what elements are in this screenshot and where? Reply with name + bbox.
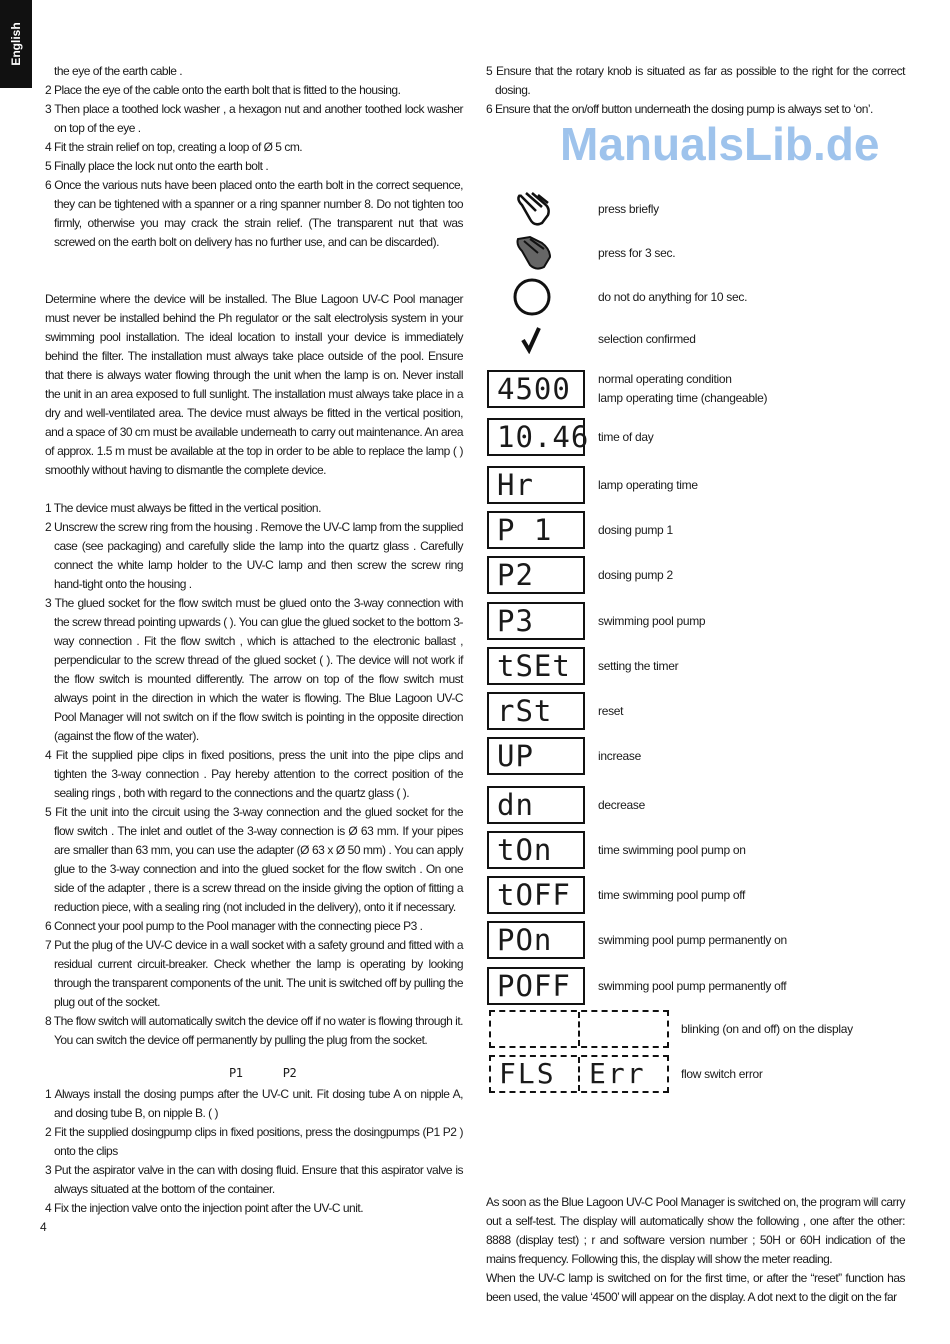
location-paragraph: Determine where the device will be installed. The Blue Lagoon UV-C Pool manager must never be installed behind the Ph regulator or the salt electrolysis system in your swimming pool installation. The ideal location to install your device is immediately behind the filter. The installation must always take place outside of the pool. Ensure that there is always water flowing through the unit when the lamp is on. Never install the unit in an area exposed to full sunlight. The installation must always take place in a dry and well-ventilated area. The device must always be fitted in the vertical position, and a space of 30 cm must be available underneath to carry out maintenance. An area of approx. 1.5 m must be available at the top in order to be able to replace the lamp ( ) smoothly without having to dismantle the complete device.: [45, 292, 463, 477]
dosing-steps: [45, 1085, 463, 1218]
legend-description: [598, 931, 787, 950]
blink-left-text: FLS: [499, 1057, 556, 1090]
legend-text-line: time swimming pool pump off: [598, 888, 746, 902]
list-item: 1 The device must always be fitted in the vertical position.: [45, 501, 321, 515]
legend-description: [681, 1020, 853, 1039]
legend-row: [487, 190, 927, 230]
list-item: 2 Unscrew the screw ring from the housing . Remove the UV-C lamp from the supplied case (see packaging) and carefully slide the lamp into the quartz glass . Carefully connect the white lamp holder to the UV-C lamp and then screw the screw ring hand-tight onto the housing .: [45, 520, 463, 591]
lcd-display: P2: [487, 556, 585, 594]
circle-icon: [487, 278, 577, 316]
hand-press-briefly-icon: [487, 190, 577, 228]
left-column: [40, 62, 463, 1237]
legend-text-line: normal operating condition: [598, 372, 732, 386]
legend-row: [487, 647, 927, 687]
blinking-display: [489, 1010, 669, 1048]
legend-text-line: lamp operating time: [598, 478, 698, 492]
legend-text-line: blinking (on and off) on the display: [681, 1022, 853, 1036]
legend-text-line: press for 3 sec.: [598, 246, 676, 260]
list-item: 5 Fit the unit into the circuit using the 3-way connection and the glued socket for the flow switch . The inlet and outlet of the 3-way connection is Ø 63 mm. If your pipes are smaller than 63 mm, you can use the adapter (Ø 63 x Ø 50 mm) . You can apply glue to the 3-way connection and into the glued socket for the flow switch . On one side of the adapter , there is a screw thread on the inside giving the option of fitting a reduction piece, with a sealing ring (not included in the delivery), onto it if necessary.: [45, 805, 463, 914]
list-item: 3 Put the aspirator valve in the can with dosing fluid. Ensure that this aspirator valve is always situated at the bottom of the container.: [45, 1163, 463, 1196]
list-item: 6 Connect your pool pump to the Pool manager with the connecting piece P3 .: [45, 919, 423, 933]
lcd-display: Hr: [487, 466, 585, 504]
legend-row: [487, 278, 927, 318]
watermark: ManualsLib.de: [560, 118, 880, 170]
legend-row: [487, 370, 927, 410]
legend-text-line: dosing pump 1: [598, 523, 673, 537]
list-item: 5 Finally place the lock nut onto the earth bolt .: [45, 159, 269, 173]
lcd-display: 10.46: [487, 418, 585, 456]
legend-description: [598, 612, 705, 631]
legend-row: [487, 602, 927, 642]
selftest-section: [486, 1193, 905, 1307]
legend-row: [487, 556, 927, 596]
legend-description: [681, 1065, 763, 1084]
legend-description: [598, 476, 698, 495]
list-item: 4 Fit the strain relief on top, creating a loop of Ø 5 cm.: [45, 140, 303, 154]
legend-row: [487, 1010, 927, 1050]
legend-description: [598, 747, 641, 766]
legend-description: [598, 370, 767, 408]
lcd-display: P 1: [487, 511, 585, 549]
list-item: 2 Fit the supplied dosingpump clips in fixed positions, press the dosingpumps (P1 P2 ) onto the clips: [45, 1125, 463, 1158]
legend-row: [487, 418, 927, 458]
list-item: 8 The flow switch will automatically switch the device off if no water is flowing through it. You can switch the device off permanently by pulling the plug from the socket.: [45, 1014, 463, 1047]
legend-text-line: do not do anything for 10 sec.: [598, 290, 748, 304]
lcd-display: P3: [487, 602, 585, 640]
legend-description: [598, 657, 678, 676]
lcd-display: POn: [487, 921, 585, 959]
step-continuation: the eye of the earth cable .: [54, 64, 183, 78]
legend-text-line: decrease: [598, 798, 645, 812]
list-item: 1 Always install the dosing pumps after the UV-C unit. Fit dosing tube A on nipple A, and dosing tube B, on nipple B. ( ): [45, 1087, 463, 1120]
legend-description: [598, 841, 746, 860]
blinking-display: [489, 1055, 669, 1093]
legend-description: [598, 288, 747, 307]
installation-steps: [45, 499, 463, 1050]
legend-text-line: reset: [598, 704, 624, 718]
legend-text-line: swimming pool pump permanently off: [598, 979, 787, 993]
legend-row: [487, 967, 927, 1007]
legend-row: [487, 921, 927, 961]
legend-description: [598, 566, 673, 585]
lcd-display: dn: [487, 786, 585, 824]
list-item: 3 The glued socket for the flow switch must be glued onto the 3-way connection with the screw thread pointing upwards ( ). You can glue the glued socket to the bottom 3-way connection . Fit the flow switch , which is attached to the electronic ballast , perpendicular to the screw thread of the glued socket ( ). The device will not work if the flow switch is mounted differently. The arrow on top of the flow switch must always point in the direction in which the water is flowing. The Blue Lagoon UV-C Pool Manager will not switch on if the flow switch is pointing in the opposite direction (against the flow of the water).: [45, 596, 463, 743]
list-item: 7 Put the plug of the UV-C device in a wall socket with a safety ground and fitted with a residual current circuit-breaker. Check whether the lamp is operating by looking through the transparent components of the unit. The unit is switched off by pulling the plug out of the socket.: [45, 938, 463, 1009]
legend-description: [598, 886, 745, 905]
legend-row: [487, 737, 927, 777]
earth-cable-steps: [45, 62, 463, 252]
lcd-display: POFF: [487, 967, 585, 1005]
legend-text-line: time of day: [598, 430, 654, 444]
selftest-paragraph: As soon as the Blue Lagoon UV-C Pool Manager is switched on, the program will carry out a self-test. The display will automatically show the following , one after the other: 8888 (display test) ; r and software version number ; 50H or 60H indication of the mains frequency. Following this, the display will show the meter reading.: [486, 1195, 905, 1266]
legend-text-line: swimming pool pump permanently on: [598, 933, 787, 947]
legend-row: [487, 786, 927, 826]
legend-row: [487, 876, 927, 916]
legend-row: [487, 320, 927, 360]
legend-description: [598, 330, 696, 349]
legend-text-line: setting the timer: [598, 659, 679, 673]
lcd-display: 4500: [487, 370, 585, 408]
legend-text-line: lamp operating time (changeable): [598, 391, 768, 405]
legend-row: [487, 511, 927, 551]
legend-text-line: press briefly: [598, 202, 659, 216]
lcd-display: tOFF: [487, 876, 585, 914]
location-section: [45, 290, 463, 480]
legend-text-line: selection confirmed: [598, 332, 696, 346]
legend-text-line: increase: [598, 749, 641, 763]
dosing-heading: P1 P2: [229, 1066, 297, 1080]
list-item: 6 Once the various nuts have been placed onto the earth bolt in the correct sequence, they can be tightened with a spanner or a ring spanner number 8. Do not tighten too firmly, otherwise you may crack the strain relief. (The transparent nut that was screwed on the earth bolt on delivery has no further use, and can be discarded).: [45, 178, 463, 249]
legend-text-line: flow switch error: [681, 1067, 763, 1081]
hand-press-3sec-icon: [487, 234, 577, 272]
legend-description: [598, 200, 659, 219]
legend-text-line: swimming pool pump: [598, 614, 706, 628]
checkmark-icon: [487, 320, 577, 358]
legend-description: [598, 796, 645, 815]
legend-text-line: time swimming pool pump on: [598, 843, 746, 857]
lcd-display: tSEt: [487, 647, 585, 685]
legend-row: [487, 234, 927, 274]
legend-description: [598, 977, 786, 996]
legend-description: [598, 428, 653, 447]
list-item: 4 Fit the supplied pipe clips in fixed positions, press the unit into the pipe clips and tighten the 3-way connection . Pay hereby attention to the correct position of the sealing rings , both with regard to the connections and the quartz glass ( ).: [45, 748, 463, 800]
legend-row: [487, 1055, 927, 1095]
legend-description: [598, 244, 675, 263]
lcd-display: rSt: [487, 692, 585, 730]
list-item: 6 Ensure that the on/off button underneath the dosing pump is always set to ‘on’.: [486, 102, 873, 116]
lcd-display: tOn: [487, 831, 585, 869]
lcd-display: UP: [487, 737, 585, 775]
selftest-paragraph: When the UV-C lamp is switched on for the first time, or after the “reset” function has been used, the value ‘4500’ will appear on the display. A dot next to the digit on the far: [486, 1271, 905, 1304]
blink-right-text: Err: [589, 1057, 646, 1090]
list-item: 4 Fix the injection valve onto the injection point after the UV-C unit.: [45, 1201, 364, 1215]
dosing-pump-steps: [486, 62, 905, 119]
legend-row: [487, 692, 927, 732]
legend-description: [598, 521, 673, 540]
legend-text-line: dosing pump 2: [598, 568, 673, 582]
list-item: 5 Ensure that the rotary knob is situated as far as possible to the right for the correct dosing.: [486, 64, 905, 97]
list-item: 3 Then place a toothed lock washer , a hexagon nut and another toothed lock washer on top of the eye .: [45, 102, 463, 135]
legend-row: [487, 466, 927, 506]
list-item: 2 Place the eye of the cable onto the earth bolt that is fitted to the housing.: [45, 83, 401, 97]
legend-row: [487, 831, 927, 871]
language-tab: English: [0, 0, 32, 88]
page-number: 4: [40, 1220, 47, 1234]
legend-description: [598, 702, 623, 721]
